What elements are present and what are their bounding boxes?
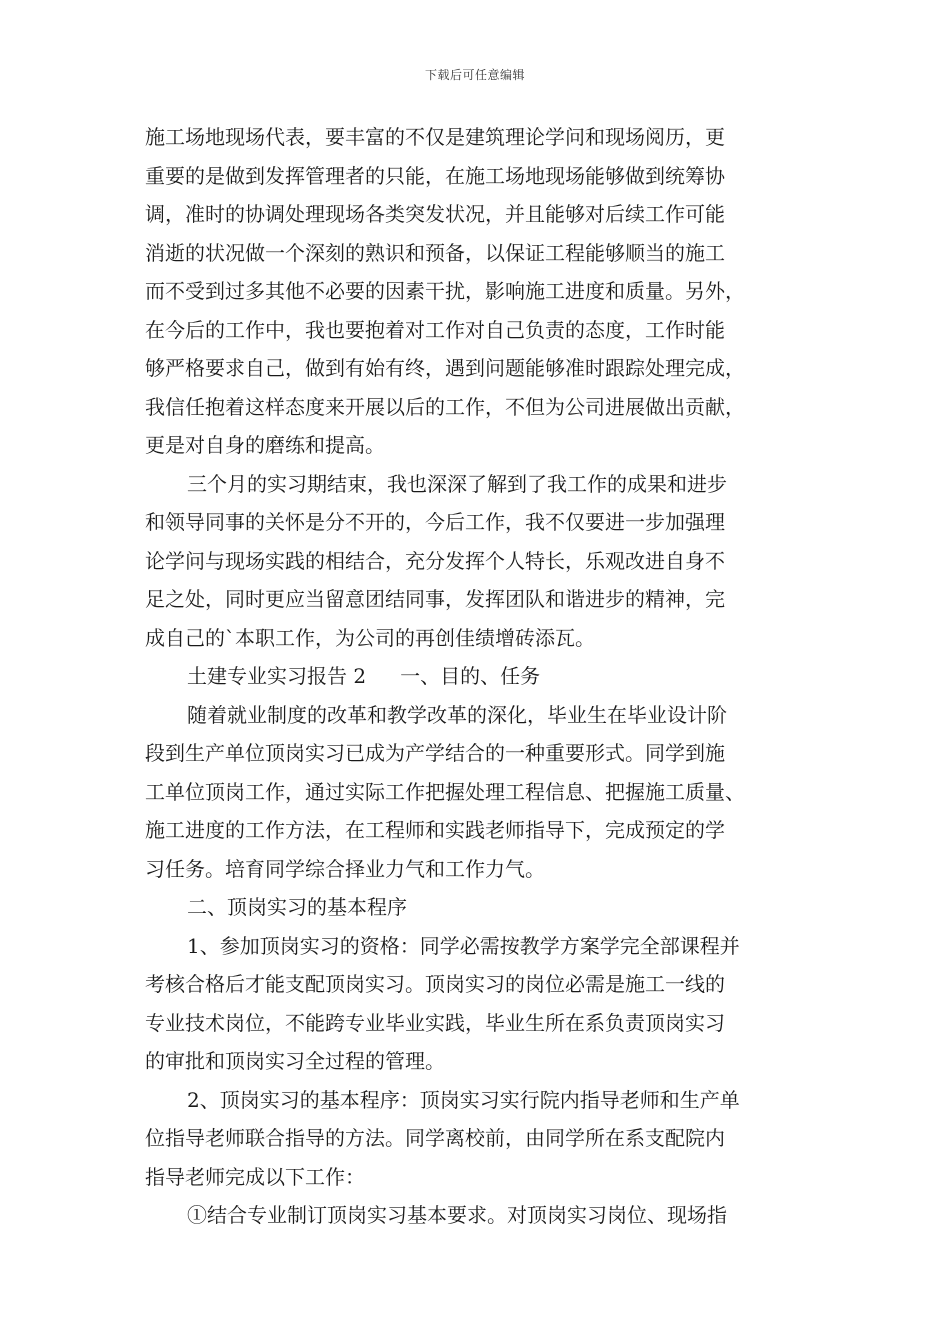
text-line-content: 施工进度的工作方法，在工程师和实践老师指导下，完成预定的学 — [145, 818, 725, 842]
text-line — [145, 195, 815, 234]
text-line — [145, 465, 815, 504]
text-line-content: 段到生产单位顶岗实习已成为产学结合的一种重要形式。同学到施 — [145, 741, 725, 765]
text-line — [145, 580, 815, 619]
text-line — [145, 349, 815, 388]
text-line-content: 土建专业实习报告 2 — [187, 664, 367, 688]
text-line-content: 施工场地现场代表，要丰富的不仅是建筑理论学问和现场阅历，更 — [145, 125, 725, 149]
text-line-content: 的审批和顶岗实习全过程的管理。 — [145, 1049, 445, 1073]
text-line-content: 考核合格后才能支配顶岗实习。顶岗实习的岗位必需是施工一线的 — [145, 972, 725, 996]
text-line — [145, 503, 815, 542]
text-line-content: 工单位顶岗工作，通过实际工作把握处理工程信息、把握施工质量、 — [145, 779, 745, 804]
text-line — [145, 157, 815, 196]
text-line-content: 位指导老师联合指导的方法。同学离校前，由同学所在系支配院内 — [145, 1126, 725, 1150]
page-header: 下载后可任意编辑 — [424, 68, 525, 82]
text-line — [145, 811, 815, 850]
text-line — [145, 311, 815, 350]
text-line — [145, 696, 815, 735]
text-line-content: 1、参加顶岗实习的资格：同学必需按教学方案学完全部课程并 — [187, 933, 740, 958]
text-line-content: 调，准时的协调处理现场各类突发状况，并且能够对后续工作可能 — [145, 202, 725, 226]
text-line-content: 三个月的实习期结束，我也深深了解到了我工作的成果和进步 — [187, 471, 727, 496]
text-line — [145, 272, 815, 311]
text-line-content: 我信任抱着这样态度来开展以后的工作，不但为公司进展做出贡献， — [145, 394, 745, 419]
text-line — [145, 1196, 815, 1235]
text-line-content: 专业技术岗位，不能跨专业毕业实践，毕业生所在系负责顶岗实习 — [145, 1010, 725, 1035]
text-line — [145, 542, 815, 581]
document-body — [145, 118, 815, 1235]
text-line-content: 二、顶岗实习的基本程序 — [187, 895, 407, 919]
text-line-content: 和领导同事的关怀是分不开的，今后工作，我不仅要进一步加强理 — [145, 510, 725, 534]
text-line-content: ①结合专业制订顶岗实习基本要求。对顶岗实习岗位、现场指 — [187, 1203, 727, 1227]
text-line-content: 论学问与现场实践的相结合，充分发挥个人特长，乐观改进自身不 — [145, 548, 725, 573]
text-line-content: 够严格要求自己，做到有始有终，遇到问题能够准时跟踪处理完成， — [145, 356, 745, 380]
text-line — [145, 657, 815, 696]
text-line-content: 足之处，同时更应当留意团结同事，发挥团队和谐进步的精神，完 — [145, 587, 725, 611]
text-line — [145, 1119, 815, 1158]
text-line — [145, 388, 815, 427]
text-line — [145, 426, 815, 465]
text-line — [145, 1042, 815, 1081]
text-line — [145, 118, 815, 157]
text-line — [145, 619, 815, 658]
text-line-content: 更是对自身的磨练和提高。 — [145, 433, 385, 457]
text-line — [145, 734, 815, 773]
text-line-content: 消逝的状况做一个深刻的熟识和预备，以保证工程能够顺当的施工 — [145, 240, 725, 265]
text-line — [145, 1081, 815, 1120]
text-line — [145, 234, 815, 273]
text-line-content: 重要的是做到发挥管理者的只能，在施工场地现场能够做到统筹协 — [145, 163, 725, 188]
text-line-content: 2、顶岗实习的基本程序：顶岗实习实行院内指导老师和生产单 — [187, 1087, 740, 1112]
text-line-content: 习任务。培育同学综合择业力气和工作力气。 — [145, 856, 545, 881]
text-line-content: 成自己的`本职工作，为公司的再创佳绩增砖添瓦。 — [145, 625, 595, 650]
section-heading: 一、目的、任务 — [400, 664, 541, 688]
text-line — [145, 1004, 815, 1043]
text-line — [145, 850, 815, 889]
text-line-content: 随着就业制度的改革和教学改革的深化，毕业生在毕业设计阶 — [187, 702, 727, 727]
text-line — [145, 773, 815, 812]
text-line-content: 在今后的工作中，我也要抱着对工作对自己负责的态度，工作时能 — [145, 317, 725, 342]
text-line — [145, 888, 815, 927]
text-line-content: 指导老师完成以下工作： — [145, 1164, 365, 1189]
text-line — [145, 927, 815, 966]
text-line — [145, 1158, 815, 1197]
text-line-content: 而不受到过多其他不必要的因素干扰，影响施工进度和质量。另外， — [145, 279, 745, 303]
text-line — [145, 965, 815, 1004]
